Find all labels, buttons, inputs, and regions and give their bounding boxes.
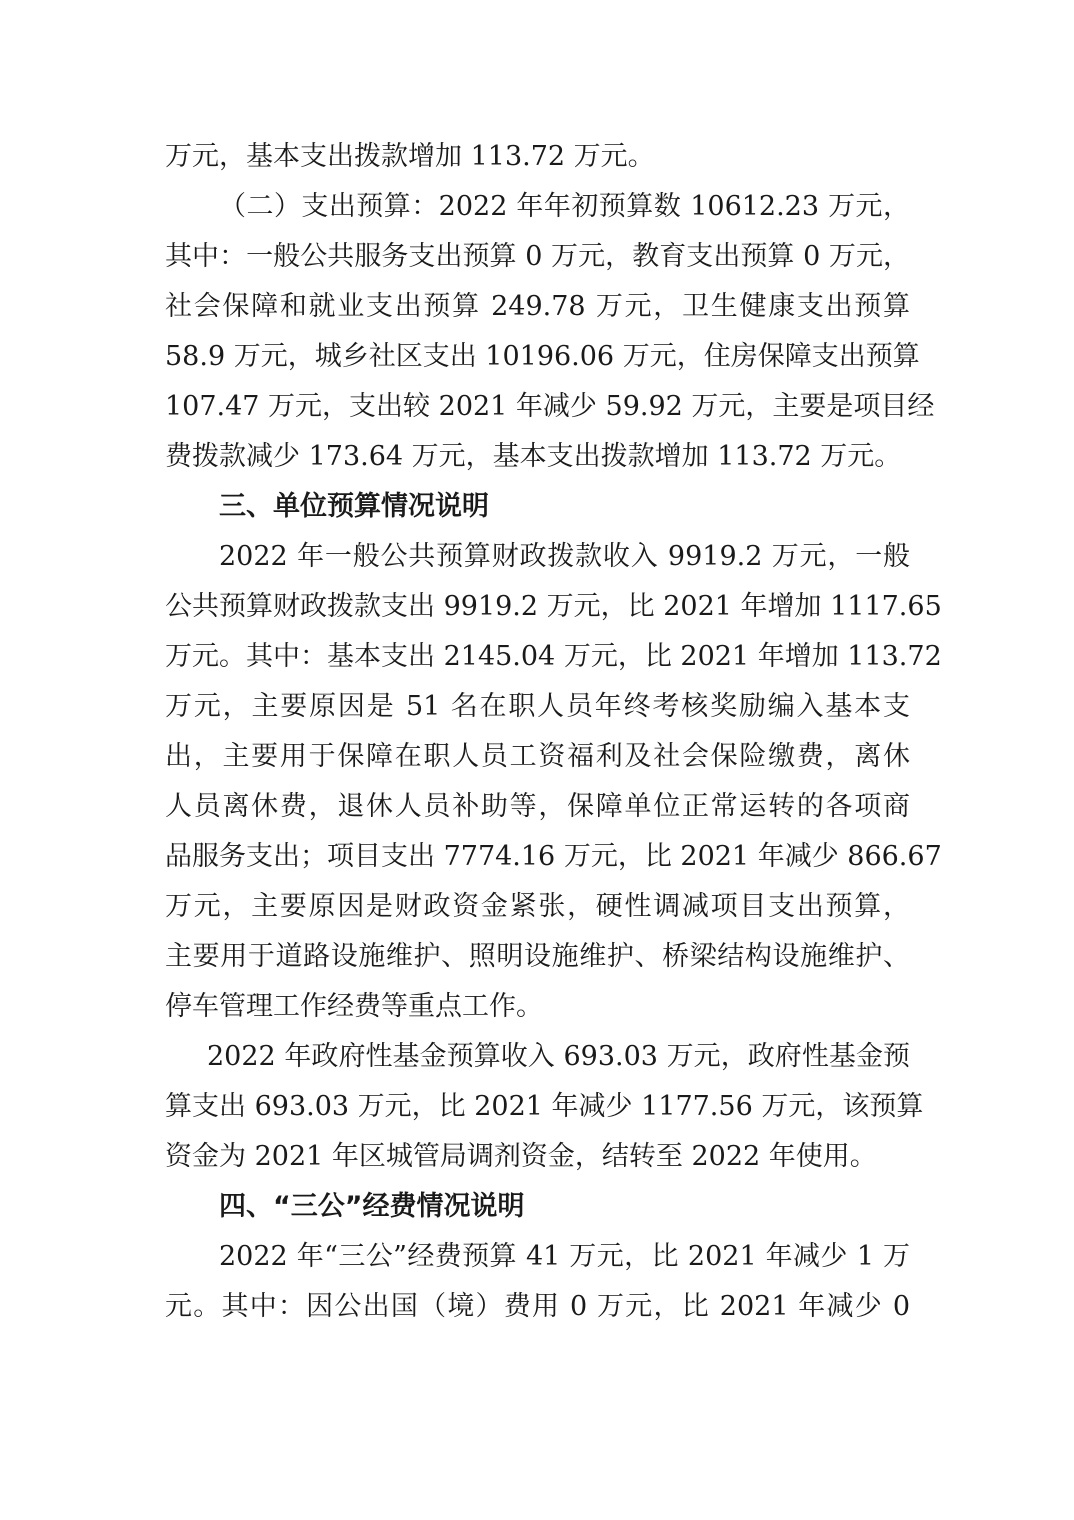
- paragraph-line: 2022 年“三公”经费预算 41 万元，比 2021 年减少 1 万: [219, 1241, 910, 1272]
- paragraph-line: 资金为 2021 年区城管局调剂资金，结转至 2022 年使用。: [165, 1141, 877, 1172]
- paragraph-line: 出，主要用于保障在职人员工资福利及社会保险缴费，离休: [165, 741, 910, 772]
- paragraph-line: 107.47 万元，支出较 2021 年减少 59.92 万元，主要是项目经: [165, 391, 935, 422]
- paragraph-line: 元。其中：因公出国（境）费用 0 万元，比 2021 年减少 0: [165, 1291, 910, 1322]
- paragraph-line: 万元，主要原因是 51 名在职人员年终考核奖励编入基本支: [165, 691, 910, 722]
- paragraph-line: 品服务支出；项目支出 7774.16 万元，比 2021 年减少 866.67: [165, 841, 942, 872]
- paragraph-line: 停车管理工作经费等重点工作。: [165, 991, 543, 1022]
- paragraph-line: 58.9 万元，城乡社区支出 10196.06 万元，住房保障支出预算: [165, 341, 920, 372]
- paragraph-line: 万元，基本支出拨款增加 113.72 万元。: [165, 141, 655, 172]
- paragraph-line: 万元，主要原因是财政资金紧张，硬性调减项目支出预算，: [165, 891, 910, 922]
- paragraph-line: 万元。其中：基本支出 2145.04 万元，比 2021 年增加 113.72: [165, 641, 942, 672]
- section-heading: 四、“三公”经费情况说明: [219, 1191, 525, 1222]
- section-heading: 三、单位预算情况说明: [219, 491, 489, 522]
- paragraph-line: 2022 年政府性基金预算收入 693.03 万元，政府性基金预: [207, 1041, 910, 1072]
- paragraph-line: 2022 年一般公共预算财政拨款收入 9919.2 万元，一般: [219, 541, 910, 572]
- paragraph-line: （二）支出预算：2022 年年初预算数 10612.23 万元，: [219, 191, 910, 222]
- paragraph-line: 公共预算财政拨款支出 9919.2 万元，比 2021 年增加 1117.65: [165, 591, 942, 622]
- paragraph-line: 主要用于道路设施维护、照明设施维护、桥梁结构设施维护、: [165, 941, 910, 972]
- paragraph-line: 算支出 693.03 万元，比 2021 年减少 1177.56 万元，该预算: [165, 1091, 924, 1122]
- paragraph-line: 费拨款减少 173.64 万元，基本支出拨款增加 113.72 万元。: [165, 441, 902, 472]
- paragraph-line: 社会保障和就业支出预算 249.78 万元，卫生健康支出预算: [165, 291, 910, 322]
- paragraph-line: 人员离休费，退休人员补助等，保障单位正常运转的各项商: [165, 791, 910, 822]
- paragraph-line: 其中：一般公共服务支出预算 0 万元，教育支出预算 0 万元，: [165, 241, 910, 272]
